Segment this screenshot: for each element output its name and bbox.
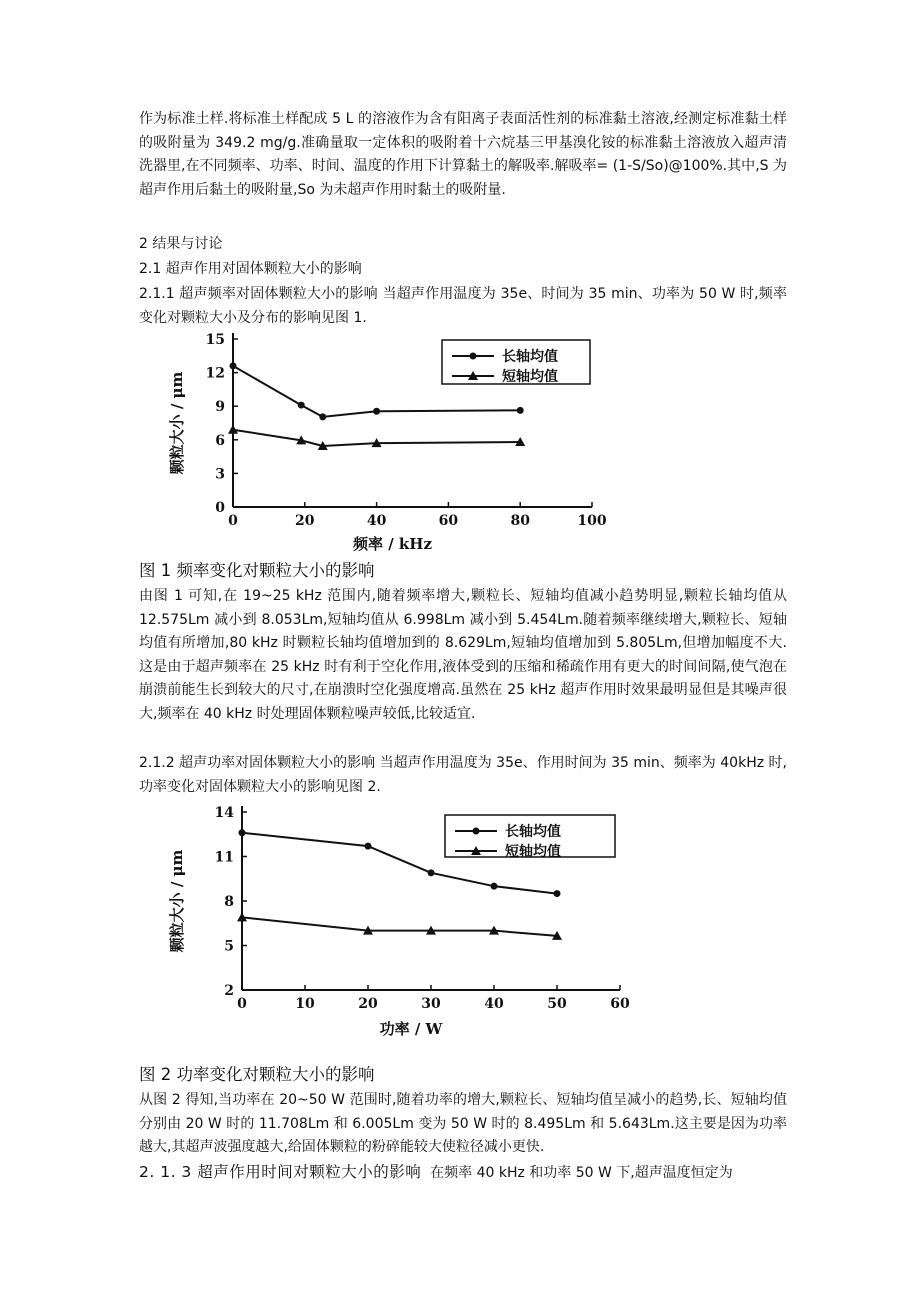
x-tick-label: 50 bbox=[547, 996, 567, 1012]
y-tick-label: 14 bbox=[214, 805, 234, 821]
frequency-chart bbox=[160, 325, 620, 557]
legend-label-1: 长轴均值 bbox=[505, 824, 561, 840]
paragraph-figure-2-discussion: 从图 2 得知,当功率在 20~50 W 范围时,随着功率的增大,颗粒长、短轴均值呈减小的趋势,长、短轴均值分别由 20 W 时的 11.708Lm 和 6.005Lm 变为 50 W 时的 8.495Lm 和 5.643Lm.这主要是因为功率越大,其超声波强度越大,给固体颗粒的粉碎能较大使粒径减小更快. bbox=[139, 1092, 787, 1156]
x-tick-label: 0 bbox=[237, 996, 247, 1012]
data-point bbox=[491, 883, 498, 890]
y-axis-label: 颗粒大小 / μm bbox=[168, 371, 186, 475]
data-point bbox=[428, 869, 435, 876]
data-point bbox=[228, 425, 238, 434]
x-tick-label: 100 bbox=[577, 513, 607, 529]
x-tick-label: 60 bbox=[438, 513, 459, 529]
x-axis-label: 频率 / kHz bbox=[352, 535, 433, 553]
y-tick-label: 3 bbox=[215, 466, 225, 483]
power-chart bbox=[160, 800, 640, 1050]
x-tick-label: 10 bbox=[295, 996, 315, 1012]
section-heading-2-1-3 bbox=[139, 1161, 799, 1184]
y-tick-label: 6 bbox=[215, 432, 225, 449]
data-point bbox=[554, 890, 561, 897]
x-tick-label: 30 bbox=[421, 996, 441, 1012]
section-2-1-3-text: 在频率 40 kHz 和功率 50 W 下,超声温度恒定为 bbox=[430, 1165, 733, 1181]
x-axis-label: 功率 / W bbox=[379, 1020, 443, 1038]
y-tick-label: 8 bbox=[224, 894, 234, 910]
data-point bbox=[239, 829, 246, 836]
data-point bbox=[365, 843, 372, 850]
data-point bbox=[517, 407, 524, 414]
paragraph-intro: 作为标准土样.将标准土样配成 5 L 的溶液作为含有阳离子表面活性剂的标准黏土溶液,经测定标准黏土样的吸附量为 349.2 mg/g.准确量取一定体积的吸附着十六烷基三甲基溴化铵的标准黏土溶液放入超声清洗器里,在不同频率、功率、时间、温度的作用下计算黏土的解吸率.解吸率= (1-S/So)@100%.其中,S 为超声作用后黏土的吸附量,So 为未超声作用时黏土的吸附量. bbox=[139, 111, 787, 198]
x-tick-label: 0 bbox=[228, 513, 238, 529]
x-tick-label: 60 bbox=[610, 996, 630, 1012]
y-tick-label: 2 bbox=[224, 983, 234, 999]
section-heading-2-1-2: 2.1.2 超声功率对固体颗粒大小的影响 当超声作用温度为 35e、作用时间为 35 min、频率为 40kHz 时,功率变化对固体颗粒大小的影响见图 2. bbox=[139, 755, 787, 795]
figure-1-caption: 图 1 频率变化对颗粒大小的影响 bbox=[139, 561, 375, 580]
x-tick-label: 20 bbox=[295, 513, 315, 529]
y-tick-label: 9 bbox=[215, 399, 225, 416]
legend-label-2: 短轴均值 bbox=[505, 844, 561, 860]
y-tick-label: 0 bbox=[215, 500, 225, 516]
y-tick-label: 5 bbox=[224, 938, 234, 955]
series-line-2 bbox=[242, 917, 557, 936]
x-tick-label: 40 bbox=[484, 996, 504, 1012]
x-tick-label: 40 bbox=[366, 513, 387, 529]
x-tick-label: 20 bbox=[358, 996, 378, 1012]
legend-label-2: 短轴均值 bbox=[502, 369, 558, 385]
legend-label-1: 长轴均值 bbox=[502, 349, 558, 365]
y-tick-label: 15 bbox=[205, 332, 225, 348]
section-heading-2: 2 结果与讨论 bbox=[139, 236, 223, 252]
section-heading-2-1-1: 2.1.1 超声频率对固体颗粒大小的影响 当超声作用温度为 35e、时间为 35 min、功率为 50 W 时,频率变化对颗粒大小及分布的影响见图 1. bbox=[139, 286, 787, 326]
y-tick-label: 11 bbox=[214, 849, 234, 866]
section-heading-2-1: 2.1 超声作用对固体颗粒大小的影响 bbox=[139, 261, 362, 277]
legend-marker bbox=[470, 353, 477, 360]
x-tick-label: 80 bbox=[510, 513, 530, 529]
data-point bbox=[298, 402, 305, 409]
figure-2-caption: 图 2 功率变化对颗粒大小的影响 bbox=[139, 1065, 375, 1084]
data-point bbox=[230, 362, 237, 369]
legend-marker bbox=[473, 828, 480, 835]
section-2-1-3-title: 2. 1. 3 超声作用时间对颗粒大小的影响 bbox=[139, 1163, 422, 1181]
y-tick-label: 12 bbox=[205, 365, 225, 382]
data-point bbox=[319, 413, 326, 420]
data-point bbox=[373, 408, 380, 415]
y-axis-label: 颗粒大小 / μm bbox=[168, 849, 186, 953]
paragraph-figure-1-discussion: 由图 1 可知,在 19~25 kHz 范围内,随着频率增大,颗粒长、短轴均值减小趋势明显,颗粒长轴均值从 12.575Lm 减小到 8.053Lm,短轴均值从 6.998Lm 减小到 5.454Lm.随着频率继续增大,颗粒长、短轴均值有所增加,80 kHz 时颗粒长轴均值增加到的 8.629Lm,短轴均值增加到 5.805Lm,但增加幅度不大.这是由于超声频率在 25 kHz 时有利于空化作用,液体受到的压缩和稀疏作用有更大的时间间隔,使气泡在崩溃前能生长到较大的尺寸,在崩溃时空化强度增高.虽然在 25 kHz 超声作用时效果最明显但是其噪声很大,频率在 40 kHz 时处理固体颗粒噪声较低,比较适宜. bbox=[139, 588, 787, 722]
